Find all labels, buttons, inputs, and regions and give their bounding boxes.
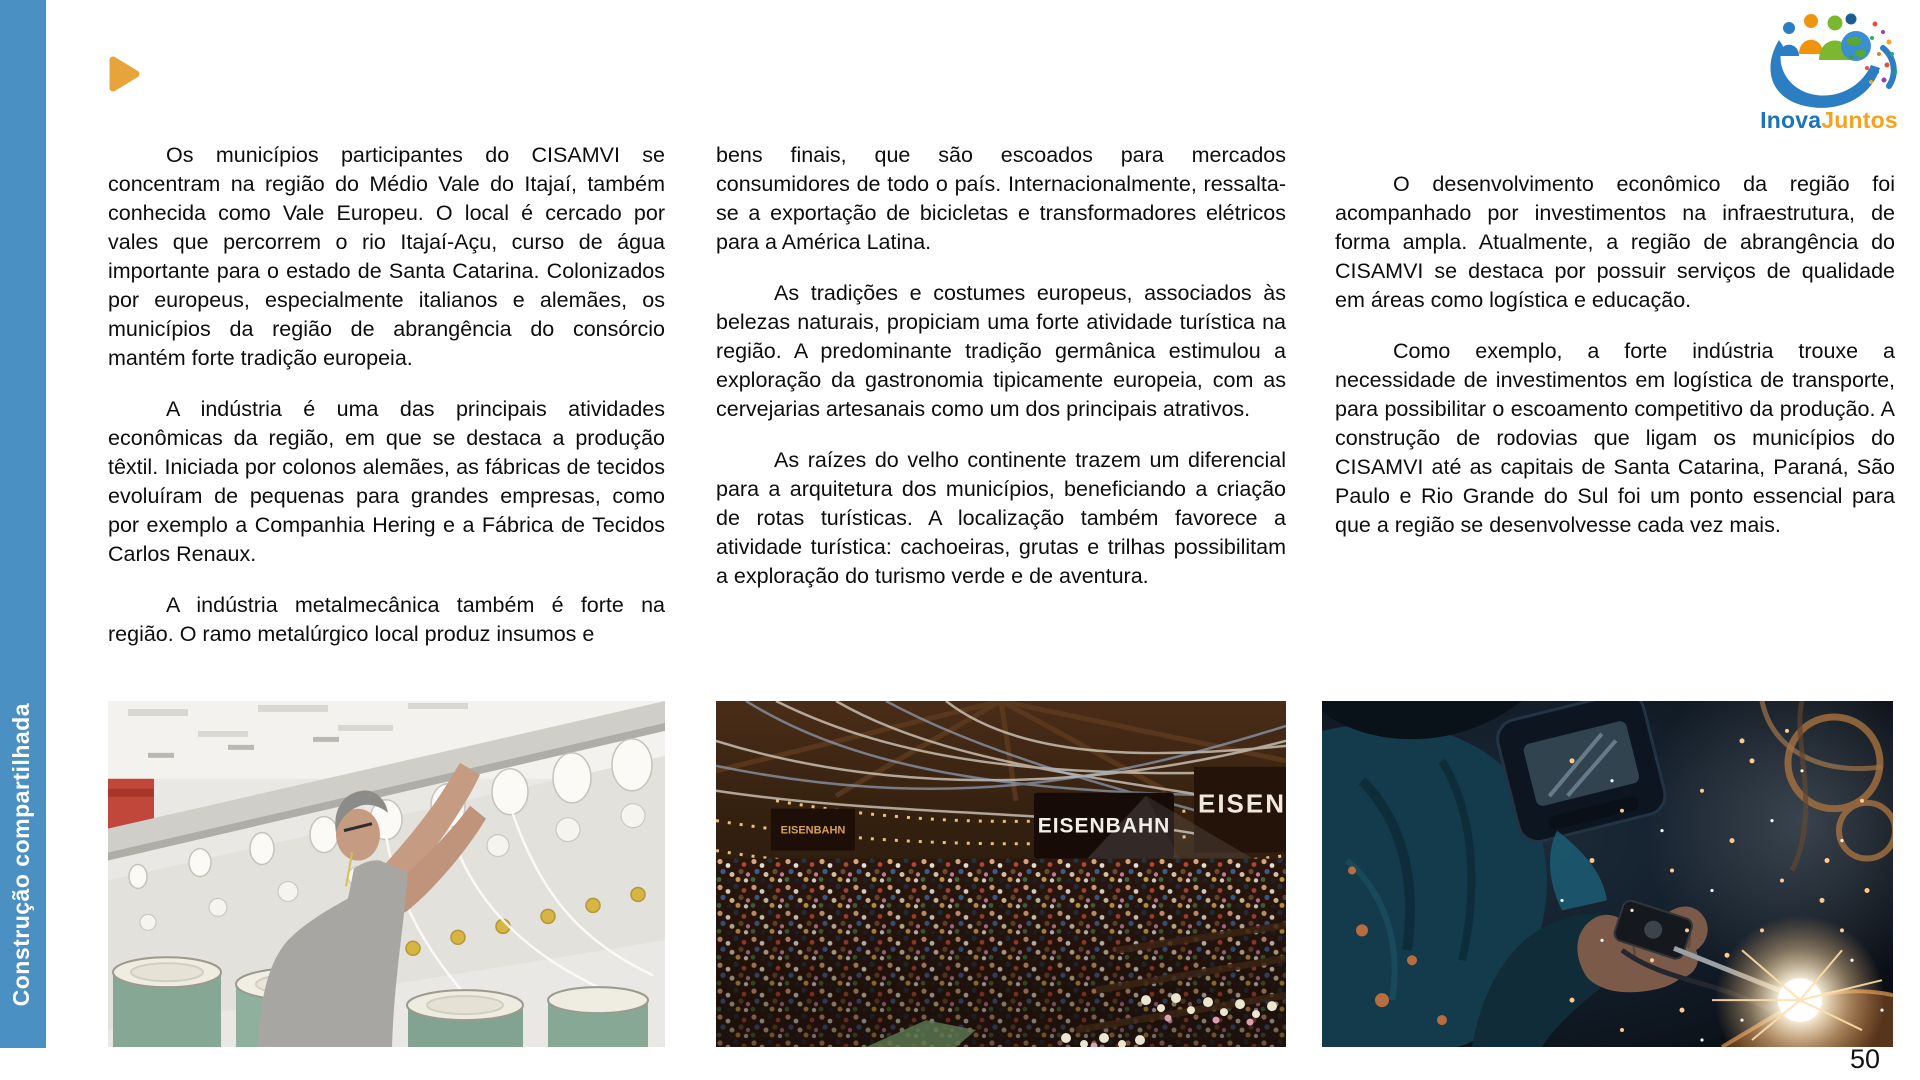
bullet-triangle-icon — [108, 55, 141, 93]
sidebar-section-label: Construção compartilhada — [8, 702, 34, 1006]
paragraph: As raízes do velho continente trazem um diferencial para a arquitetura dos municípios, beneficiando a criação de rotas turísticas. A localização também favorece a atividade turística: cachoeiras, grutas e trilhas possibilitam a exploração do turismo verde e de aventura. — [716, 448, 1286, 588]
eisenbahn-banner-text-partial: EISEN — [1197, 788, 1286, 819]
inovajuntos-logo-text — [1758, 108, 1900, 132]
text-column-2 — [716, 141, 1286, 613]
text-column-1 — [108, 141, 665, 671]
welder-sparks-photo — [1322, 701, 1893, 1047]
inovajuntos-logo-mark-icon — [1759, 8, 1899, 108]
paragraph: As tradições e costumes europeus, associados às belezas naturais, propiciam uma forte atividade turística na região. A predominante tradição germânica estimulou a exploração da gastronomia tipicamente europeia, com as cervejarias artesanais como um dos principais atrativos. — [716, 281, 1286, 421]
eisenbahn-banner-text-small: EISENBAHN — [780, 824, 846, 837]
logo-text-inova: Inova — [1760, 107, 1822, 133]
textile-factory-worker-photo — [108, 701, 665, 1047]
sidebar-band — [0, 0, 46, 1048]
logo-text-juntos: Juntos — [1821, 107, 1898, 133]
paragraph: bens finais, que são escoados para mercados consumidores de todo o país. Internacionalmente, ressalta-se a exportação de bicicletas e transformadores elétricos para a América Latina. — [716, 143, 1286, 254]
oktoberfest-festival-hall-photo — [716, 701, 1286, 1047]
paragraph: A indústria metalmecânica também é forte na região. O ramo metalúrgico local produz insumos e — [108, 593, 665, 646]
paragraph: Os municípios participantes do CISAMVI se concentram na região do Médio Vale do Itajaí, também conhecida como Vale Europeu. O local é cercado por vales que percorrem o rio Itajaí-Açu, curso de água importante para o estado de Santa Catarina. Colonizados por europeus, especialmente italianos e alemães, os municípios da região de abrangência do consórcio mantém forte tradição europeia. — [108, 143, 665, 370]
eisenbahn-banner-text: EISENBAHN — [1037, 814, 1171, 838]
paragraph: A indústria é uma das principais atividades econômicas da região, em que se destaca a produção têxtil. Iniciada por colonos alemães, as fábricas de tecidos evoluíram de pequenas para grandes empresas, como por exemplo a Companhia Hering e a Fábrica de Tecidos Carlos Renaux. — [108, 397, 665, 566]
page-number: 50 — [1849, 1044, 1880, 1074]
inovajuntos-logo — [1758, 8, 1900, 136]
paragraph: Como exemplo, a forte indústria trouxe a necessidade de investimentos em logística de transporte, para possibilitar o escoamento competitivo da produção. A construção de rodovias que ligam os municípios do CISAMVI até as capitais de Santa Catarina, Paraná, São Paulo e Rio Grande do Sul foi um ponto essencial para que a região se desenvolvesse cada vez mais. — [1335, 339, 1895, 537]
paragraph: O desenvolvimento econômico da região foi acompanhado por investimentos na infraestrutura, de forma ampla. Atualmente, a região de abrangência do CISAMVI se destaca por possuir serviços de qualidade em áreas como logística e educação. — [1335, 172, 1895, 312]
text-column-3 — [1335, 141, 1895, 562]
